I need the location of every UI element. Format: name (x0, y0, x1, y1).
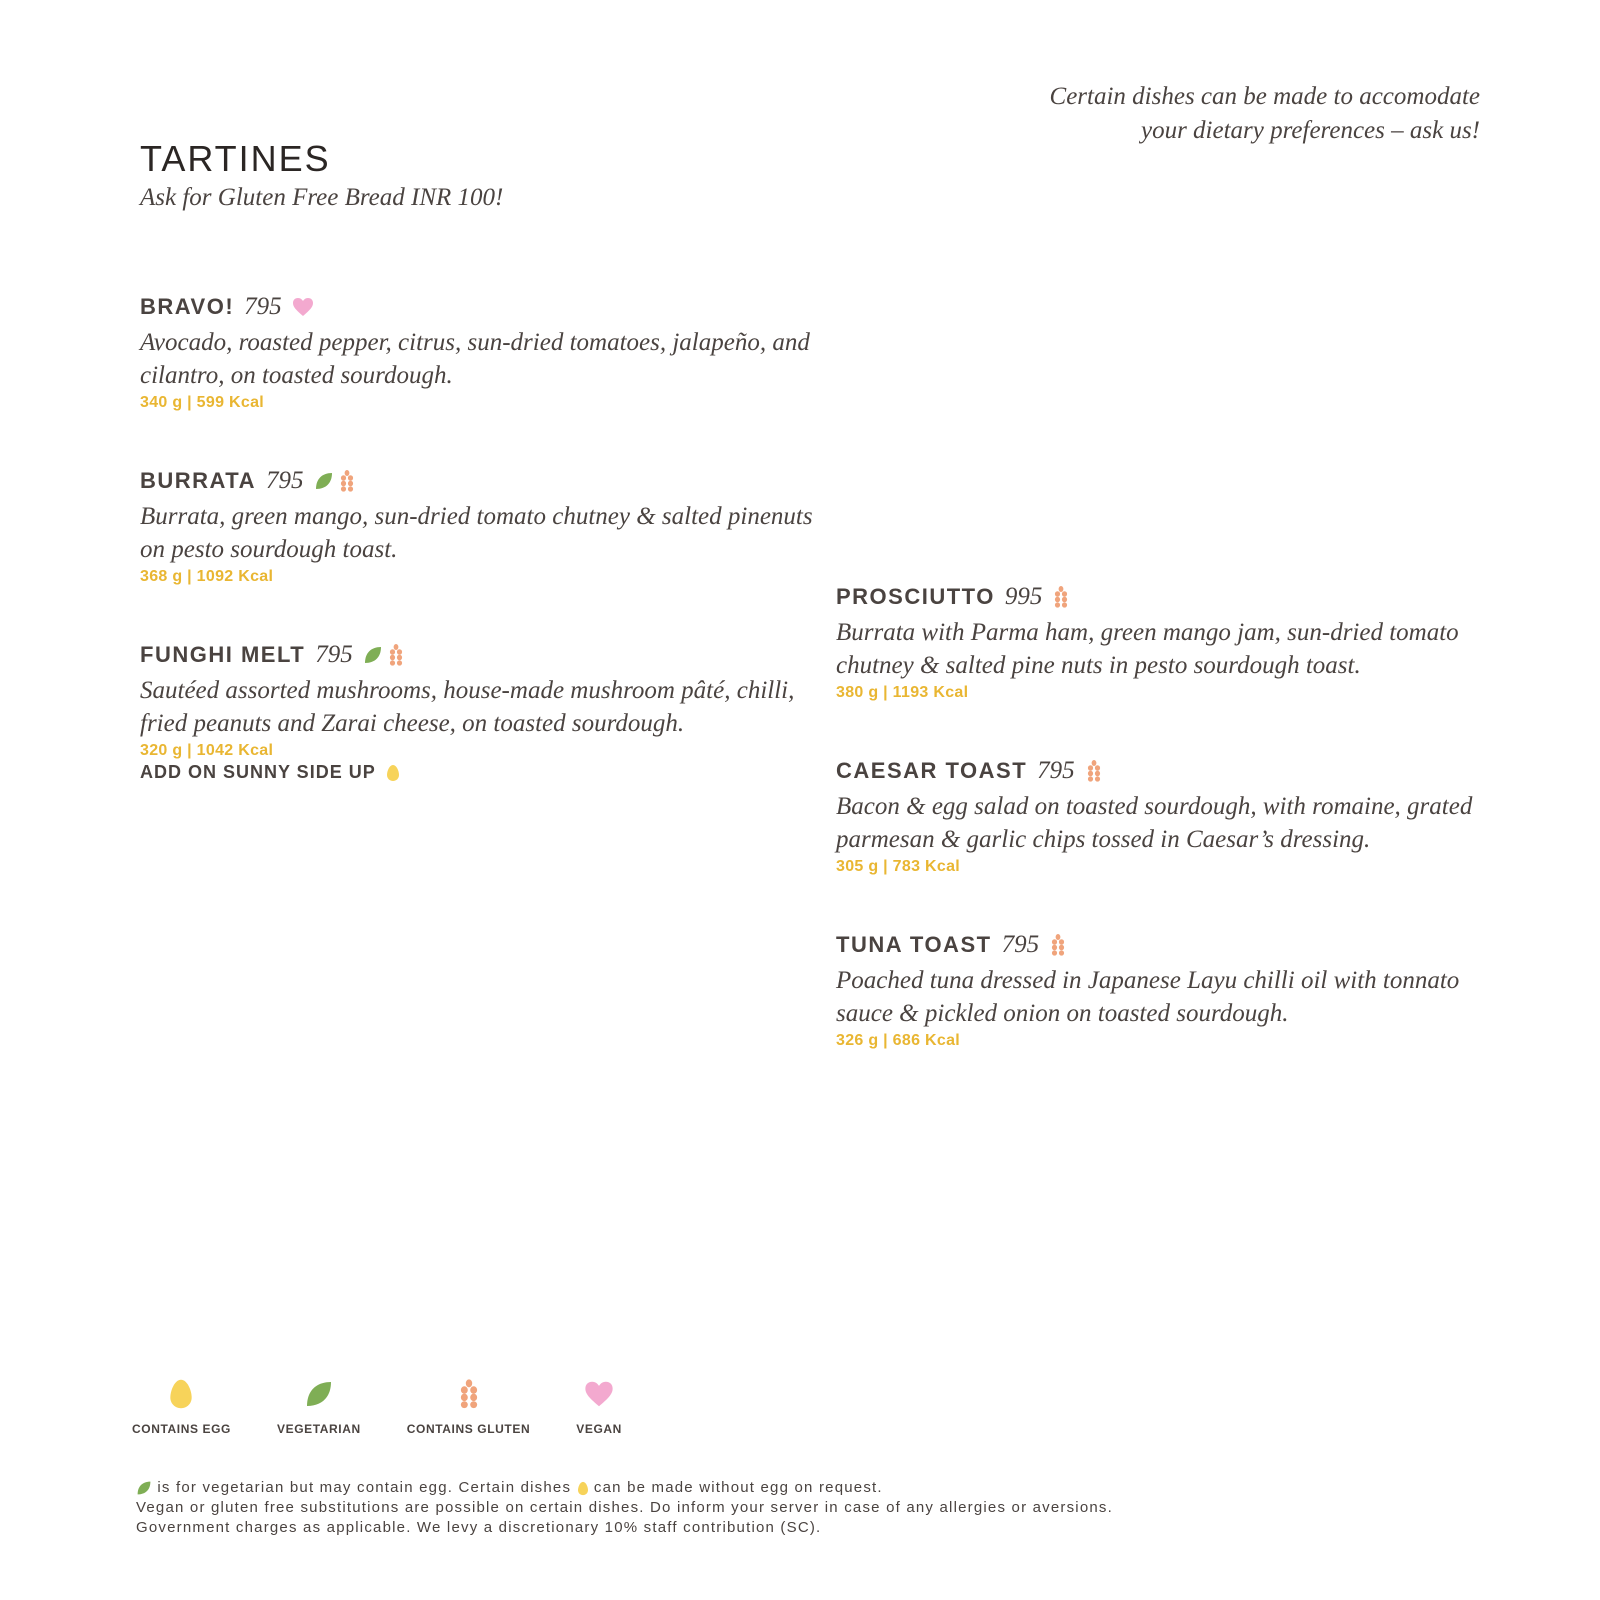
dietary-note-line-1: Certain dishes can be made to accomodate (1049, 83, 1480, 110)
item-nutrition: 326 g | 686 Kcal (836, 1032, 961, 1049)
item-price: 795 (315, 641, 353, 668)
vegetarian-leaf-icon (304, 1378, 334, 1410)
section-subtitle: Ask for Gluten Free Bread INR 100! (140, 184, 504, 211)
item-name: BRAVO! (140, 294, 235, 319)
legend-label: VEGETARIAN (276, 1422, 361, 1436)
item-price: 795 (266, 467, 304, 494)
gluten-wheat-icon (1052, 586, 1070, 608)
item-name: BURRATA (140, 468, 256, 493)
footer-line-3: Government charges as applicable. We levy a discretionary 10% staff contribution (SC). (136, 1519, 822, 1536)
vegan-heart-icon (584, 1378, 614, 1410)
footer-line-1-part-b: can be made without egg on request. (593, 1479, 883, 1496)
egg-icon (577, 1481, 589, 1496)
item-description: Avocado, roasted pepper, citrus, sun-dried tomatoes, jalapeño, and cilantro, on toasted sourdough. (140, 329, 810, 389)
menu-item-funghi-melt (140, 638, 820, 783)
egg-icon (168, 1378, 194, 1410)
dietary-note (1050, 80, 1480, 148)
item-nutrition: 305 g | 783 Kcal (836, 858, 961, 875)
menu-item-caesar-toast (836, 754, 1516, 876)
item-price: 795 (1001, 931, 1040, 958)
legend-label: CONTAINS GLUTEN (406, 1422, 531, 1436)
item-price: 795 (1037, 757, 1075, 784)
footer-line-1 (136, 1478, 1516, 1498)
item-name: PROSCIUTTO (836, 584, 995, 609)
legend (132, 1378, 668, 1436)
addon-row (140, 762, 820, 783)
item-nutrition: 368 g | 1092 Kcal (140, 568, 274, 585)
legend-item-vegetarian (277, 1378, 361, 1436)
legend-item-vegan (576, 1378, 622, 1436)
menu-item-burrata (140, 464, 820, 586)
legend-label: VEGAN (576, 1422, 622, 1436)
gluten-wheat-icon (1085, 760, 1103, 782)
vegetarian-leaf-icon (136, 1480, 152, 1496)
item-description: Burrata with Parma ham, green mango jam, sun-dried tomato chutney & salted pine nuts in pesto sourdough toast. (836, 619, 1459, 679)
item-description: Poached tuna dressed in Japanese Layu chilli oil with tonnato sauce & pickled onion on toasted sourdough. (836, 967, 1460, 1027)
dietary-note-line-2: your dietary preferences – ask us! (1140, 117, 1480, 144)
vegan-heart-icon (292, 297, 314, 317)
footer-line-1-part-a: is for vegetarian but may contain egg. Certain dishes (157, 1479, 572, 1496)
section-title: TARTINES (140, 138, 331, 179)
item-name: FUNGHI MELT (140, 642, 306, 667)
addon-label: ADD ON SUNNY SIDE UP (140, 762, 376, 782)
gluten-wheat-icon (338, 470, 356, 492)
footer-line-2: Vegan or gluten free substitutions are possible on certain dishes. Do inform your server in case of any allergies or aversions. (136, 1499, 1113, 1516)
item-nutrition: 320 g | 1042 Kcal (140, 742, 274, 759)
item-description: Sautéed assorted mushrooms, house-made mushroom pâté, chilli, fried peanuts and Zarai cheese, on toasted sourdough. (140, 677, 795, 737)
egg-icon (386, 764, 400, 782)
vegetarian-leaf-icon (314, 471, 334, 491)
gluten-wheat-icon (387, 644, 405, 666)
menu-item-prosciutto (836, 580, 1516, 702)
legend-label: CONTAINS EGG (132, 1422, 231, 1436)
item-price: 795 (244, 293, 282, 320)
item-name: TUNA TOAST (836, 932, 992, 957)
item-description: Bacon & egg salad on toasted sourdough, with romaine, grated parmesan & garlic chips tossed in Caesar’s dressing. (836, 793, 1473, 853)
footer-notes (136, 1478, 1516, 1538)
gluten-wheat-icon (1049, 934, 1067, 956)
item-nutrition: 340 g | 599 Kcal (140, 394, 265, 411)
item-price: 995 (1004, 583, 1043, 610)
item-description: Burrata, green mango, sun-dried tomato chutney & salted pinenuts on pesto sourdough toast. (140, 503, 813, 563)
vegetarian-leaf-icon (363, 645, 383, 665)
legend-item-egg (132, 1378, 231, 1436)
menu-item-tuna-toast (836, 928, 1516, 1050)
gluten-wheat-icon (457, 1378, 481, 1410)
menu-item-bravo (140, 290, 820, 412)
item-name: CAESAR TOAST (836, 758, 1028, 783)
legend-item-gluten (407, 1378, 530, 1436)
item-nutrition: 380 g | 1193 Kcal (836, 684, 969, 701)
